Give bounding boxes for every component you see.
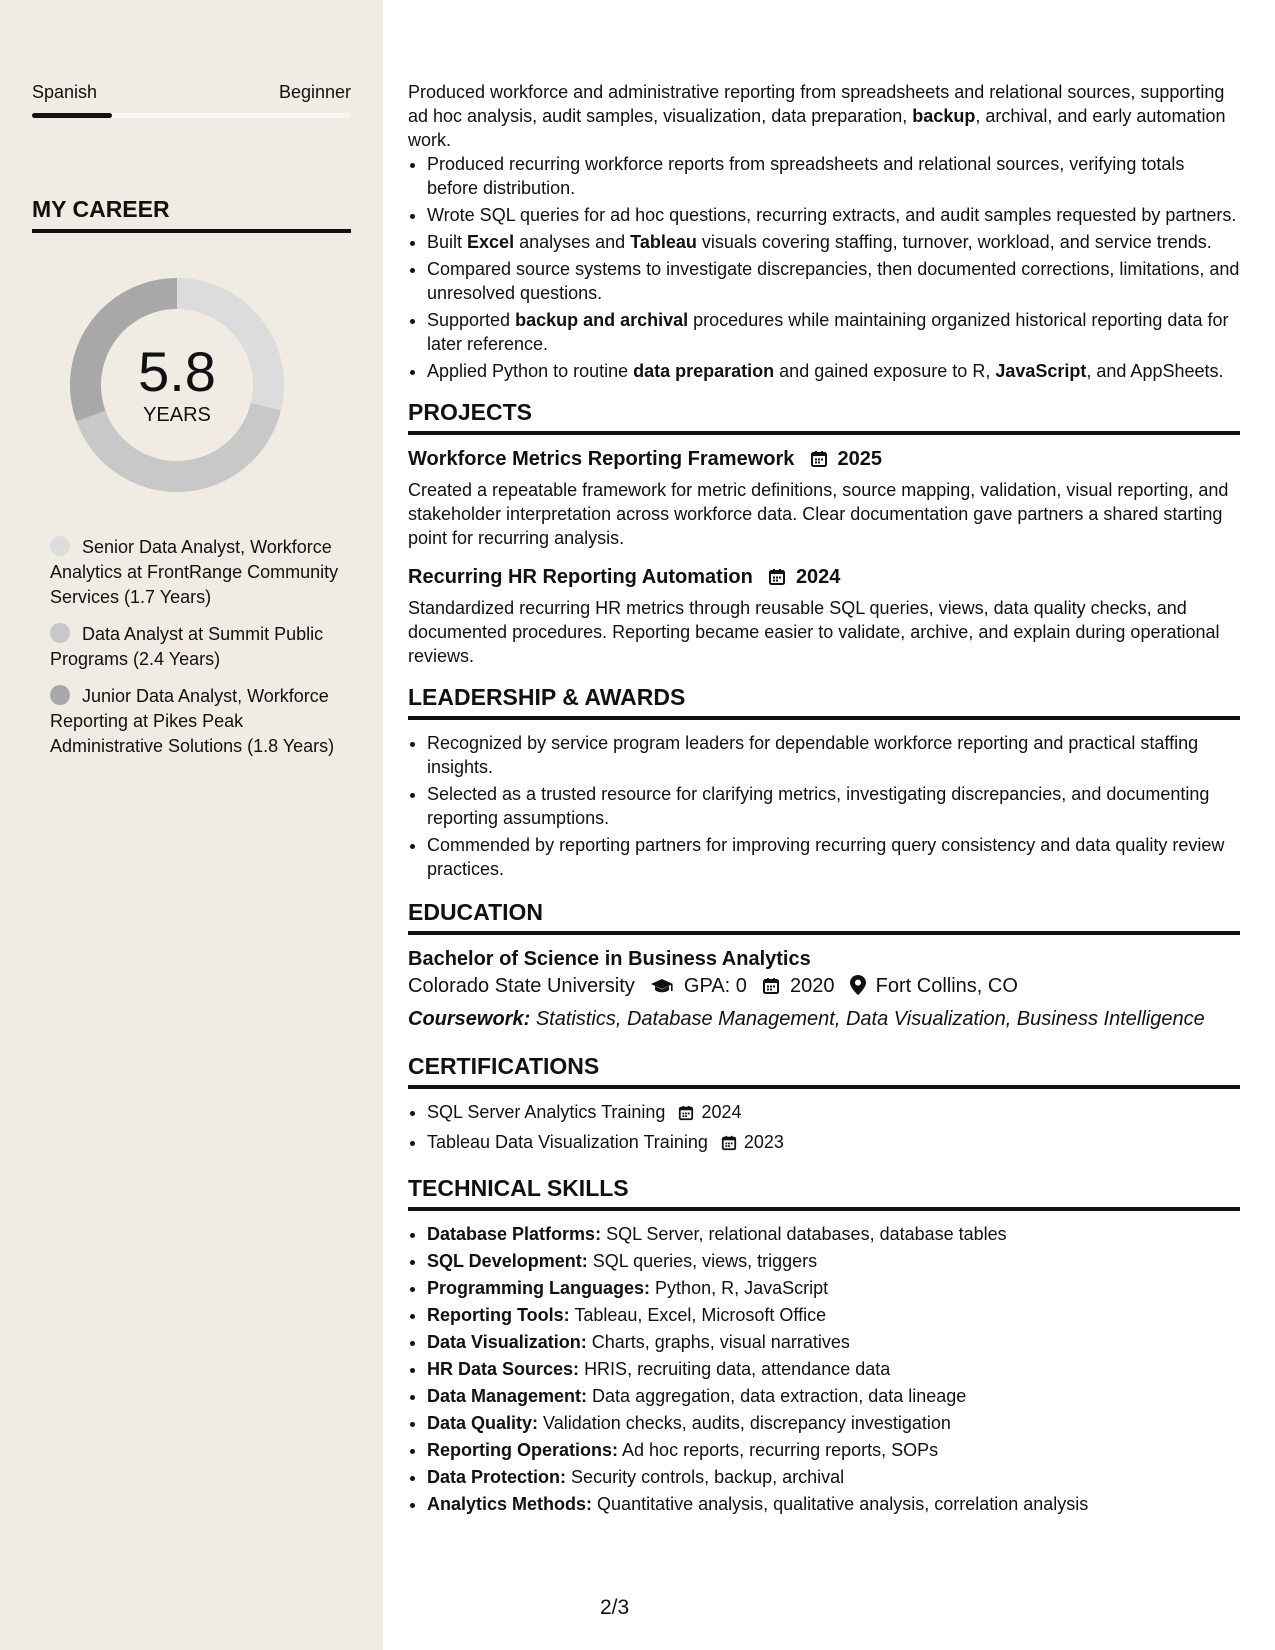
project-item [408,446,1240,550]
skill-value: Tableau, Excel, Microsoft Office [574,1305,827,1325]
project-title-line [408,564,1240,593]
skill-item [427,1411,1240,1435]
school-location: Fort Collins, CO [875,975,1018,997]
project-year: 2024 [795,566,841,588]
calendar-icon [762,975,780,1003]
skill-item [427,1492,1240,1516]
language-row [32,82,351,103]
skill-value: Ad hoc reports, recurring reports, SOPs [622,1440,939,1460]
gpa: GPA: 0 [683,975,747,997]
leadership-item: • Commended by reporting partners for improving recurring query consistency and data quality review practices. [427,833,1240,881]
calendar-icon [810,449,828,475]
degree-title: Bachelor of Science in Business Analytics [408,948,811,970]
career-heading: MY CAREER [32,196,351,233]
certification-name: Tableau Data Visualization Training [427,1132,708,1152]
calendar-icon [768,567,786,593]
skill-item [427,1357,1240,1381]
project-description: Standardized recurring HR metrics through reusable SQL queries, views, data quality checks, and documented procedures. Reporting became easier to validate, archive, and explain during operational reviews. [408,598,1220,666]
project-title: Workforce Metrics Reporting Framework [408,448,795,470]
skill-value: Python, R, JavaScript [655,1278,829,1298]
skill-value: SQL Server, relational databases, database tables [606,1224,1007,1244]
skill-value: Security controls, backup, archival [571,1467,845,1487]
school-name: Colorado State University [408,975,635,997]
skill-label: SQL Development: [427,1251,588,1271]
location-pin-icon [850,975,866,1003]
certification-name: SQL Server Analytics Training [427,1102,666,1122]
skill-label: Programming Languages: [427,1278,651,1298]
skill-label: Database Platforms: [427,1224,602,1244]
skill-label: Data Quality: [427,1413,539,1433]
skill-item [427,1384,1240,1408]
leadership-item: • Recognized by service program leaders for dependable workforce reporting and practical staffing insights. [427,731,1240,779]
skill-item [427,1330,1240,1354]
leadership-heading: LEADERSHIP & AWARDS [408,684,1240,720]
project-description: Created a repeatable framework for metric definitions, source mapping, validation, visual reporting, and stakeholder interpretation across workforce data. Clear documentation gave partners a shared starting point for recurring analysis. [408,480,1229,548]
career-color-dot [50,536,70,556]
career-item [50,684,340,759]
experience-bullets [408,152,1240,383]
skill-label: Reporting Tools: [427,1305,570,1325]
calendar-icon [721,1133,737,1157]
coursework-label: Coursework: [408,1008,531,1030]
calendar-icon [678,1103,694,1127]
skill-value: Data aggregation, data extraction, data lineage [592,1386,967,1406]
page-number: 2/3 [600,1596,630,1619]
career-item [50,535,340,610]
language-name: Spanish [32,82,98,102]
skill-label: Data Protection: [427,1467,567,1487]
project-item [408,564,1240,668]
skill-item [427,1303,1240,1327]
certification-year: 2023 [743,1132,784,1152]
skill-item [427,1249,1240,1273]
skill-label: HR Data Sources: [427,1359,580,1379]
career-item-text: Senior Data Analyst, Workforce Analytics at FrontRange Community Services (1.7 Years) [50,537,339,607]
project-title: Recurring HR Reporting Automation [408,566,753,588]
certifications-list [408,1100,1240,1157]
skill-label: Reporting Operations: [427,1440,619,1460]
career-item [50,622,340,672]
experience-bullet: • Wrote SQL queries for ad hoc questions, recurring extracts, and audit samples requested by partners. [427,203,1240,227]
skill-value: Charts, graphs, visual narratives [591,1332,850,1352]
skill-value: Validation checks, audits, discrepancy investigation [543,1413,951,1433]
career-item-text: Data Analyst at Summit Public Programs (2.4 Years) [50,624,324,669]
language-level: Beginner [278,82,351,102]
donut-total-value: 5.8 [138,339,216,403]
coursework [408,1005,1240,1033]
skill-item [427,1465,1240,1489]
language-proficiency-bar [32,113,351,118]
experience-bullet: • Produced recurring workforce reports from spreadsheets and relational sources, verifying totals before distribution. [427,152,1240,200]
donut-total-unit: YEARS [143,403,211,426]
skill-label: Analytics Methods: [427,1494,593,1514]
career-color-dot [50,685,70,705]
skill-item [427,1438,1240,1462]
certification-year: 2024 [701,1102,742,1122]
project-year: 2025 [837,448,883,470]
skill-value: Quantitative analysis, qualitative analysis, correlation analysis [597,1494,1089,1514]
education-meta [408,972,1240,1003]
main-content [408,80,1240,1519]
skill-label: Data Management: [427,1386,588,1406]
experience-bullet: • Supported backup and archival procedures while maintaining organized historical reporting data for later reference. [427,308,1240,356]
skills-heading: TECHNICAL SKILLS [408,1175,1240,1211]
skill-label: Data Visualization: [427,1332,587,1352]
career-item-text: Junior Data Analyst, Workforce Reporting at Pikes Peak Administrative Solutions (1.8 Years) [50,686,335,756]
projects-heading: PROJECTS [408,399,1240,435]
experience-bullet: • Compared source systems to investigate discrepancies, then documented corrections, limitations, and unresolved questions. [427,257,1240,305]
career-color-dot [50,623,70,643]
career-list [50,535,340,771]
project-title-line [408,446,1240,475]
skills-list [408,1222,1240,1516]
experience-intro: Produced workforce and administrative reporting from spreadsheets and relational sources, supporting ad hoc analysis, audit samples, visualization, data preparation, backup, archival, and early automation work. [408,82,1226,150]
coursework-list: Statistics, Database Management, Data Visualization, Business Intelligence [535,1008,1205,1030]
sidebar [0,0,383,1650]
certification-item [427,1100,1240,1127]
language-proficiency-fill [32,113,112,118]
experience-bullet: • Built Excel analyses and Tableau visuals covering staffing, turnover, workload, and service trends. [427,230,1240,254]
experience-bullet: • Applied Python to routine data preparation and gained exposure to R, JavaScript, and AppSheets. [427,359,1240,383]
leadership-list [408,731,1240,881]
education-heading: EDUCATION [408,899,1240,935]
career-donut-chart [64,272,290,498]
leadership-item: • Selected as a trusted resource for clarifying metrics, investigating discrepancies, and documenting reporting assumptions. [427,782,1240,830]
graduation-cap-icon [650,975,674,1003]
skill-item [427,1276,1240,1300]
certifications-heading: CERTIFICATIONS [408,1053,1240,1089]
skill-item [427,1222,1240,1246]
graduation-year: 2020 [790,975,835,997]
certification-item [427,1130,1240,1157]
skill-value: SQL queries, views, triggers [592,1251,818,1271]
skill-value: HRIS, recruiting data, attendance data [584,1359,891,1379]
